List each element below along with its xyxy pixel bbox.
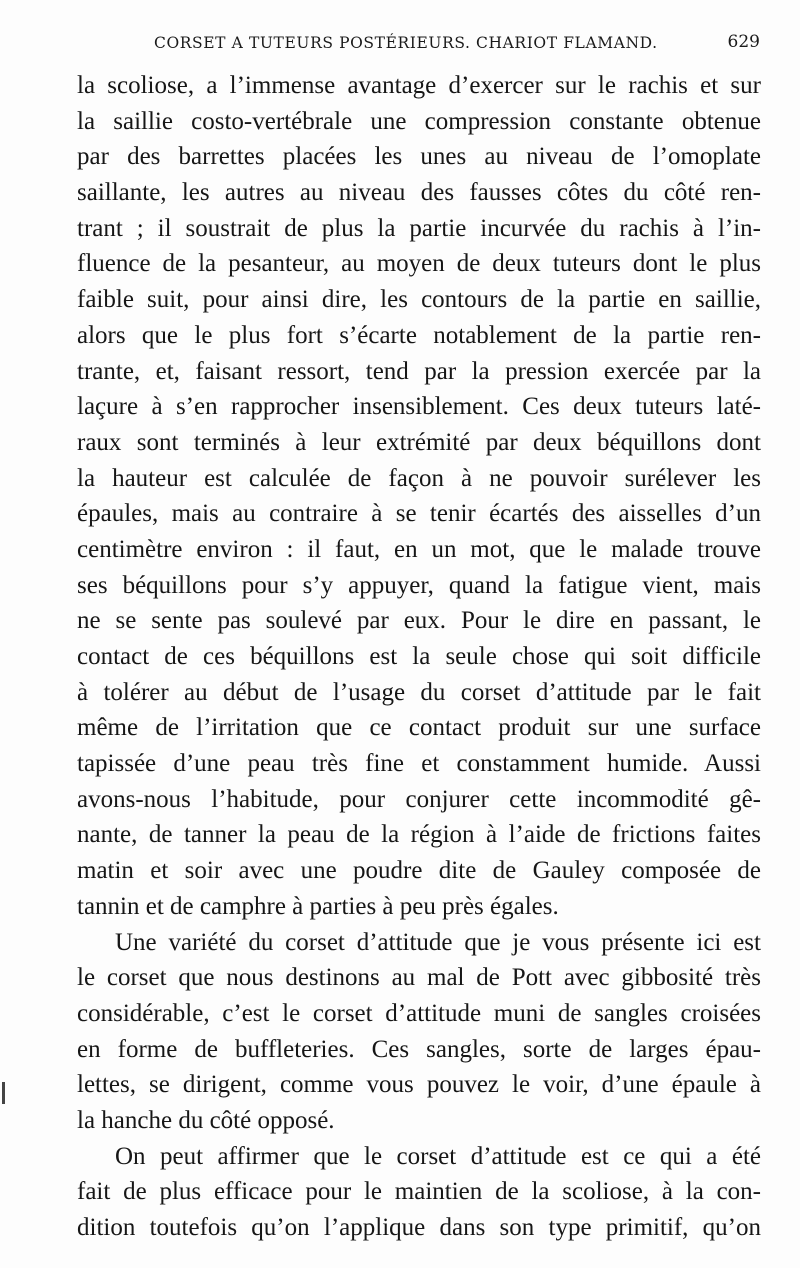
margin-mark	[2, 1082, 5, 1104]
text-line: raux sont terminés à leur extrémité par deux béquillons dont	[77, 428, 761, 456]
text-line: alors que le plus fort s’écarte notablement de la partie ren-	[77, 321, 761, 349]
text-line: en forme de buffleteries. Ces sangles, sorte de larges épau-	[77, 1035, 761, 1063]
text-line: la hauteur est calculée de façon à ne pouvoir surélever les	[77, 464, 761, 492]
text-line: par des barrettes placées les unes au niveau de l’omoplate	[77, 143, 761, 171]
text-line: la scoliose, a l’immense avantage d’exercer sur le rachis et sur	[77, 72, 761, 99]
text-line: épaules, mais au contraire à se tenir écartés des aisselles d’un	[77, 500, 761, 528]
page-number: 629	[727, 32, 760, 52]
paragraph-2	[77, 925, 761, 1139]
text-line: ses béquillons pour s’y appuyer, quand la fatigue vient, mais	[77, 571, 761, 599]
text-line: tannin et de camphre à parties à peu près égales.	[77, 892, 559, 920]
text-line: la saillie costo-vertébrale une compression constante obtenue	[77, 107, 761, 135]
text-line: nante, de tanner la peau de la région à l’aide de frictions faites	[77, 821, 761, 849]
paragraph-3	[77, 1139, 761, 1246]
text-line: matin et soir avec une poudre dite de Gauley composée de	[77, 857, 761, 885]
text-line: ne se sente pas soulevé par eux. Pour le dire en passant, le	[77, 607, 761, 635]
text-line: On peut affirmer que le corset d’attitude est ce qui a été	[115, 1142, 761, 1170]
text-line: tapissée d’une peau très fine et constamment humide. Aussi	[77, 750, 761, 778]
text-line: considérable, c’est le corset d’attitude muni de sangles croisées	[77, 999, 761, 1027]
paragraph-1	[77, 68, 761, 925]
text-line: contact de ces béquillons est la seule chose qui soit difficile	[77, 643, 761, 670]
text-line: laçure à s’en rapprocher insensiblement. Ces deux tuteurs laté-	[77, 393, 761, 421]
text-line: à tolérer au début de l’usage du corset d’attitude par le fait	[77, 678, 761, 706]
text-line: centimètre environ : il faut, en un mot, que le malade trouve	[77, 535, 761, 563]
text-line: avons-nous l’habitude, pour conjurer cette incommodité gê-	[77, 785, 761, 813]
text-line: fait de plus efficace pour le maintien de la scoliose, à la con-	[77, 1178, 761, 1206]
text-line: faible suit, pour ainsi dire, les contours de la partie en saillie,	[77, 286, 761, 314]
page-header	[76, 32, 764, 56]
running-title: CORSET A TUTEURS POSTÉRIEURS. CHARIOT FLAMAND.	[154, 34, 658, 52]
text-line: trante, et, faisant ressort, tend par la pression exercée par la	[77, 357, 761, 385]
text-line: fluence de la pesanteur, au moyen de deux tuteurs dont le plus	[77, 250, 761, 278]
text-line: Une variété du corset d’attitude que je vous présente ici est	[115, 928, 761, 956]
text-line: lettes, se dirigent, comme vous pouvez le voir, d’une épaule à	[77, 1071, 761, 1099]
text-line: la hanche du côté opposé.	[77, 1106, 335, 1134]
text-line: même de l’irritation que ce contact produit sur une surface	[77, 714, 761, 742]
body-text	[77, 68, 761, 1246]
text-line: saillante, les autres au niveau des fausses côtes du côté ren-	[77, 179, 761, 207]
text-line: dition toutefois qu’on l’applique dans son type primitif, qu’on	[77, 1214, 761, 1241]
text-line: le corset que nous destinons au mal de Pott avec gibbosité très	[77, 964, 761, 992]
text-line: trant ; il soustrait de plus la partie incurvée du rachis à l’in-	[77, 214, 761, 242]
